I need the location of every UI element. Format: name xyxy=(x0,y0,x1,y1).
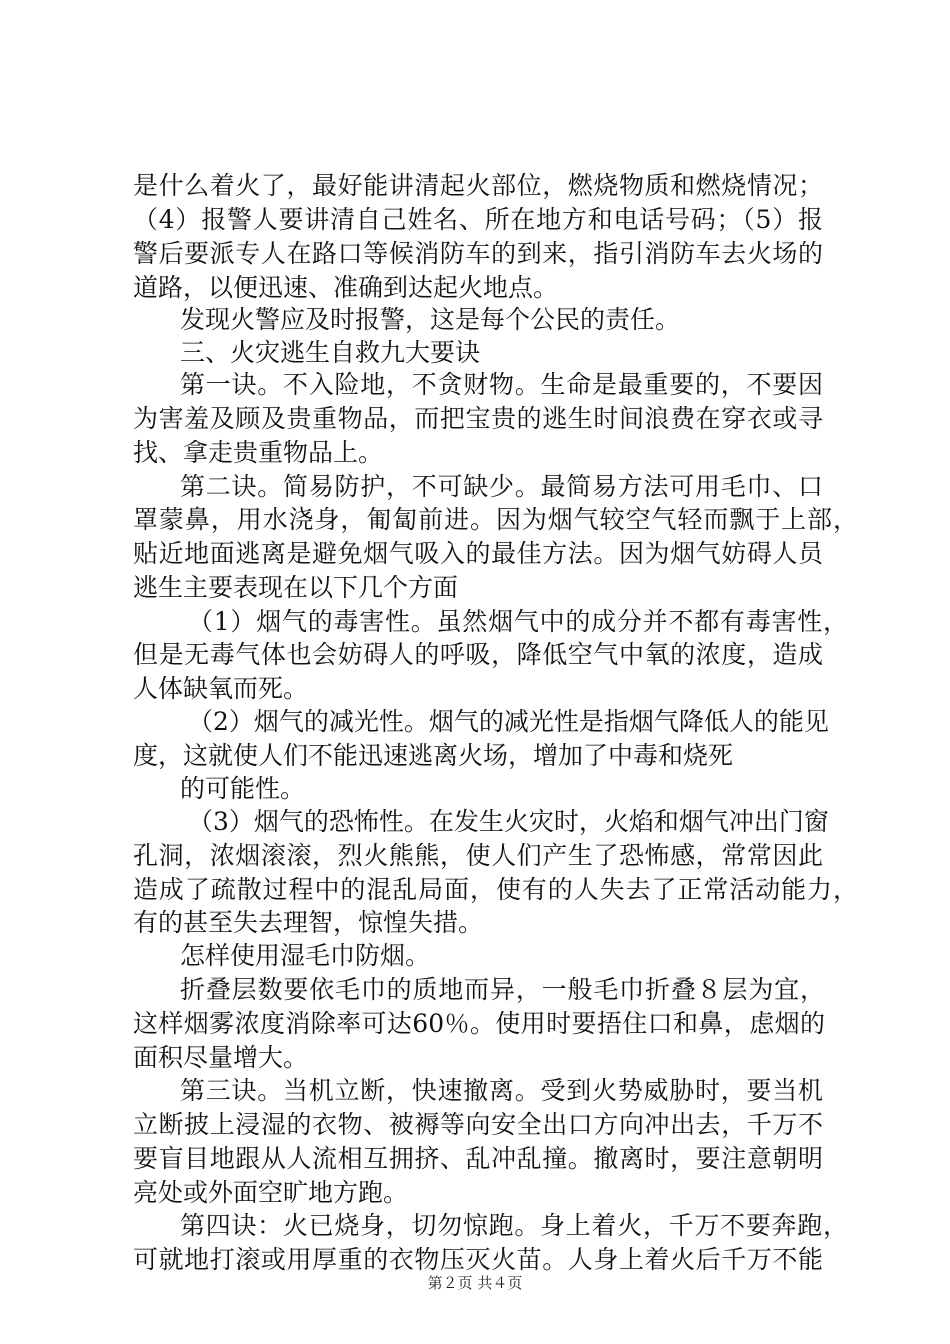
text-line: 但是无毒气体也会妨碍人的呼吸，降低空气中氧的浓度，造成 xyxy=(133,640,823,669)
text-line: （2）烟气的减光性。烟气的减光性是指烟气降低人的能见 xyxy=(188,707,829,736)
text-line: 造成了疏散过程中的混乱局面，使有的人失去了正常活动能力， xyxy=(133,875,858,904)
text-line: 贴近地面逃离是避免烟气吸入的最佳方法。因为烟气妨碍人员 xyxy=(133,539,823,568)
text-line: 第二诀。简易防护，不可缺少。最简易方法可用毛巾、口 xyxy=(180,472,823,501)
text-line: 面积尽量增大。 xyxy=(133,1043,309,1072)
text-line: 要盲目地跟从人流相互拥挤、乱冲乱撞。撤离时，要注意朝明 xyxy=(133,1144,823,1173)
text-line: 孔洞，浓烟滚滚，烈火熊熊，使人们产生了恐怖感，常常因此 xyxy=(133,841,823,870)
text-line: 立断披上浸湿的衣物、被褥等向安全出口方向冲出去，千万不 xyxy=(133,1110,823,1139)
text-line: 的可能性。 xyxy=(180,774,306,803)
text-line: 发现火警应及时报警，这是每个公民的责任。 xyxy=(180,305,681,334)
text-line: 人体缺氧而死。 xyxy=(133,674,309,703)
text-line: 度，这就使人们不能迅速逃离火场，增加了中毒和烧死 xyxy=(133,741,734,770)
text-line: 折叠层数要依毛巾的质地而异，一般毛巾折叠８层为宜， xyxy=(180,975,825,1004)
text-line: 警后要派专人在路口等候消防车的到来，指引消防车去火场的 xyxy=(133,239,823,268)
text-line: 逃生主要表现在以下几个方面 xyxy=(133,573,459,602)
text-line: 找、拿走贵重物品上。 xyxy=(133,438,384,467)
text-line: 是什么着火了，最好能讲清起火部位，燃烧物质和燃烧情况； xyxy=(133,171,823,200)
page-footer: 第２页 共４页 xyxy=(427,1274,523,1292)
text-line: 为害羞及顾及贵重物品，而把宝贵的逃生时间浪费在穿衣或寻 xyxy=(133,404,823,433)
text-line: （3）烟气的恐怖性。在发生火灾时，火焰和烟气冲出门窗 xyxy=(188,807,829,836)
text-line: 道路，以便迅速、准确到达起火地点。 xyxy=(133,273,559,302)
text-line: 怎样使用湿毛巾防烟。 xyxy=(180,941,431,970)
text-line: 可就地打滚或用厚重的衣物压灭火苗。人身上着火后千万不能 xyxy=(133,1245,823,1274)
text-line: 有的甚至失去理智，惊惶失措。 xyxy=(133,908,484,937)
text-line: 第三诀。当机立断，快速撤离。受到火势威胁时，要当机 xyxy=(180,1076,823,1105)
text-line: 三、火灾逃生自救九大要诀 xyxy=(180,338,481,367)
text-line: 第四诀：火已烧身，切勿惊跑。身上着火，千万不要奔跑， xyxy=(180,1211,848,1240)
text-line: 第一诀。不入险地，不贪财物。生命是最重要的，不要因 xyxy=(180,370,823,399)
text-line: 罩蒙鼻，用水浇身，匍匐前进。因为烟气较空气轻而飘于上部， xyxy=(133,505,858,534)
text-line: 亮处或外面空旷地方跑。 xyxy=(133,1178,409,1207)
text-line: （4）报警人要讲清自己姓名、所在地方和电话号码；（5）报 xyxy=(133,205,823,234)
text-line: 这样烟雾浓度消除率可达60％。使用时要捂住口和鼻，虑烟的 xyxy=(133,1009,825,1038)
text-line: （1）烟气的毒害性。虽然烟气中的成分并不都有毒害性， xyxy=(188,607,848,636)
